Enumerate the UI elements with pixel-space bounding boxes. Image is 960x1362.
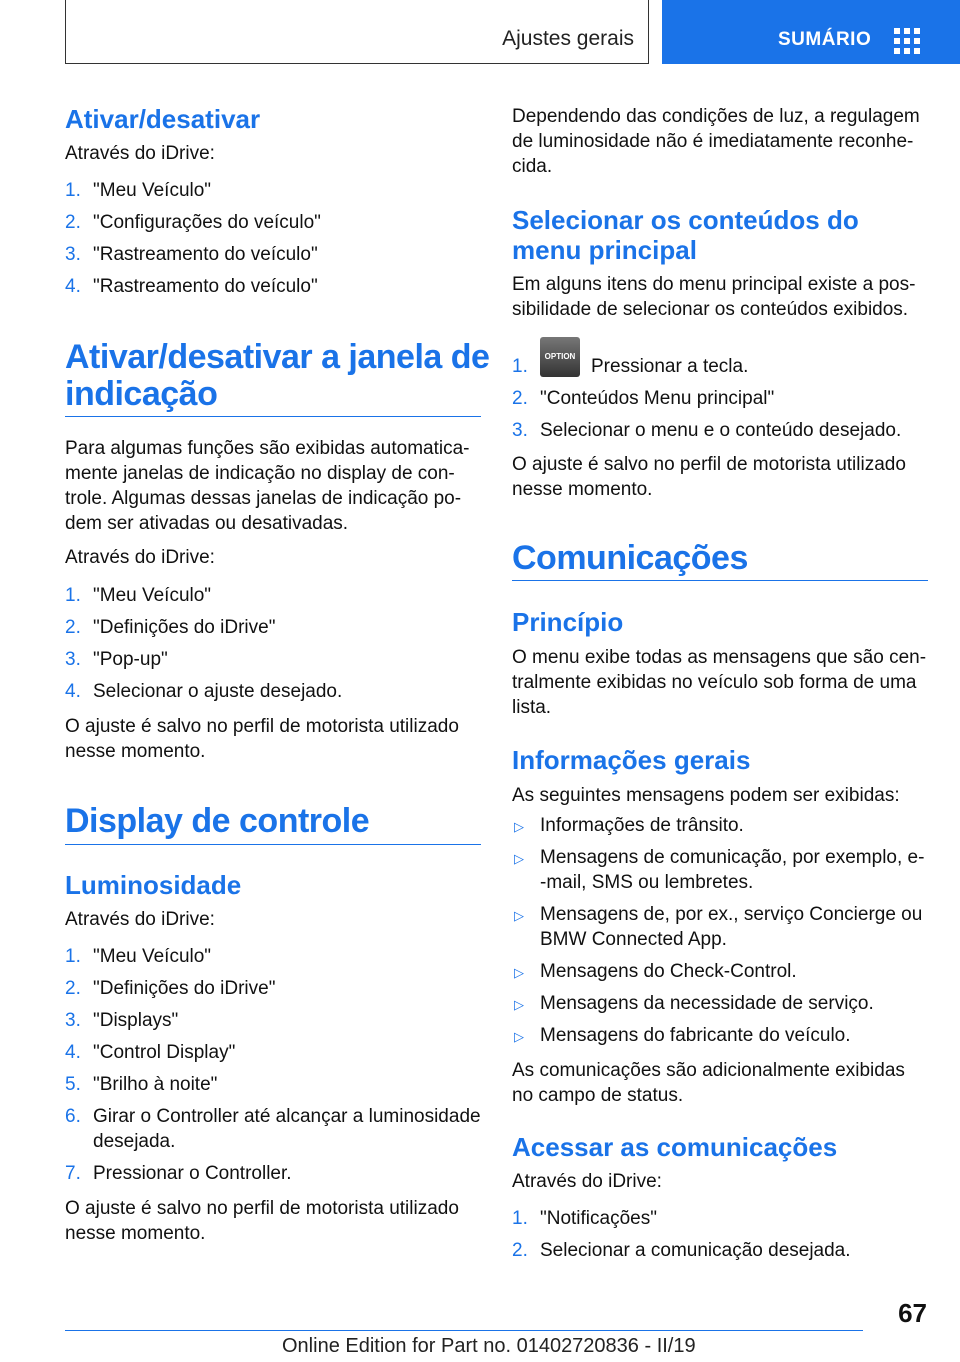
chapter-heading: Display de controle <box>65 802 370 840</box>
paragraph: cida. <box>512 156 553 177</box>
heading-rule <box>65 844 481 845</box>
bullet-triangle-icon: ▷ <box>514 965 524 980</box>
step-item: "Meu Veículo" <box>93 585 212 606</box>
note: nesse momento. <box>65 1223 206 1244</box>
step-item: Pressionar o Controller. <box>93 1163 292 1184</box>
bullet-item-cont: -mail, SMS ou lembretes. <box>540 872 754 893</box>
bullet-item: Mensagens do Check-Control. <box>540 961 797 982</box>
chapter-heading: Comunicações <box>512 539 748 577</box>
step-item: "Brilho à noite" <box>93 1074 218 1095</box>
chapter-heading: Ativar/desativar a janela de <box>65 338 490 376</box>
step-item: "Configurações do veículo" <box>93 212 321 233</box>
section-heading: Informações gerais <box>512 745 751 775</box>
note: nesse momento. <box>65 741 206 762</box>
step-item-cont: desejada. <box>93 1131 176 1152</box>
section-heading: Luminosidade <box>65 870 242 900</box>
bullet-triangle-icon: ▷ <box>514 851 524 866</box>
step-item: "Definições do iDrive" <box>93 978 276 999</box>
step-item: "Rastreamento do veículo" <box>93 276 318 297</box>
note: no campo de status. <box>512 1085 684 1106</box>
bullet-item: Mensagens de comunicação, por exemplo, e- <box>540 847 925 868</box>
step-number: 2. <box>65 978 81 999</box>
step-number: 3. <box>65 1010 81 1031</box>
step-number: 2. <box>65 212 81 233</box>
step-number: 2. <box>512 388 528 409</box>
bullet-triangle-icon: ▷ <box>514 1029 524 1044</box>
paragraph: sibilidade de selecionar os conteúdos exibidos. <box>512 299 909 320</box>
step-item: "Meu Veículo" <box>93 946 212 967</box>
bullet-triangle-icon: ▷ <box>514 997 524 1012</box>
step-item: "Definições do iDrive" <box>93 617 276 638</box>
step-number: 4. <box>65 276 81 297</box>
option-button-icon: OPTION <box>540 337 580 377</box>
note: O ajuste é salvo no perfil de motorista utilizado <box>65 1198 459 1219</box>
paragraph: Através do iDrive: <box>512 1171 662 1192</box>
step-number: 3. <box>65 649 81 670</box>
paragraph: Dependendo das condições de luz, a regulagem <box>512 106 920 127</box>
chapter-heading: indicação <box>65 375 218 413</box>
step-number: 2. <box>512 1240 528 1261</box>
note: O ajuste é salvo no perfil de motorista utilizado <box>512 454 906 475</box>
paragraph: O menu exibe todas as mensagens que são cen- <box>512 647 927 668</box>
step-item: "Meu Veículo" <box>93 180 212 201</box>
paragraph: lista. <box>512 697 552 718</box>
paragraph: de luminosidade não é imediatamente reconhe- <box>512 131 914 152</box>
heading-rule <box>512 580 928 581</box>
paragraph: Através do iDrive: <box>65 909 215 930</box>
footer-rule <box>65 1330 863 1331</box>
paragraph: mente janelas de indicação no display de con- <box>65 463 455 484</box>
step-number: 1. <box>65 946 81 967</box>
step-item: Selecionar o ajuste desejado. <box>93 681 343 702</box>
step-number: 4. <box>65 1042 81 1063</box>
step-number: 3. <box>512 420 528 441</box>
edition-footer: Online Edition for Part no. 01402720836 - II/19 <box>282 1335 696 1357</box>
paragraph: Através do iDrive: <box>65 547 215 568</box>
bullet-item: Mensagens da necessidade de serviço. <box>540 993 874 1014</box>
step-item: "Pop-up" <box>93 649 168 670</box>
bullet-triangle-icon: ▷ <box>514 819 524 834</box>
bullet-triangle-icon: ▷ <box>514 908 524 923</box>
step-number: 4. <box>65 681 81 702</box>
bullet-item: Mensagens de, por ex., serviço Concierge ou <box>540 904 923 925</box>
paragraph: As seguintes mensagens podem ser exibidas: <box>512 785 900 806</box>
step-item: "Notificações" <box>540 1208 657 1229</box>
step-item: "Conteúdos Menu principal" <box>540 388 775 409</box>
note: O ajuste é salvo no perfil de motorista utilizado <box>65 716 459 737</box>
step-item: "Displays" <box>93 1010 179 1031</box>
step-item: Selecionar a comunicação desejada. <box>540 1240 851 1261</box>
step-item: Pressionar a tecla. <box>591 356 749 377</box>
step-number: 1. <box>65 585 81 606</box>
step-number: 7. <box>65 1163 81 1184</box>
bullet-item-cont: BMW Connected App. <box>540 929 727 950</box>
paragraph: dem ser ativadas ou desativadas. <box>65 513 349 534</box>
chapter-title: Ajustes gerais <box>502 27 634 50</box>
bullet-item: Mensagens do fabricante do veículo. <box>540 1025 851 1046</box>
step-item: "Rastreamento do veículo" <box>93 244 318 265</box>
step-number: 6. <box>65 1106 81 1127</box>
step-number: 3. <box>65 244 81 265</box>
section-heading: Princípio <box>512 607 624 637</box>
step-item: Girar o Controller até alcançar a luminosidade <box>93 1106 481 1127</box>
paragraph: Para algumas funções são exibidas automatica- <box>65 438 470 459</box>
step-number: 2. <box>65 617 81 638</box>
step-number: 1. <box>512 1208 528 1229</box>
paragraph: trole. Algumas dessas janelas de indicação po- <box>65 488 462 509</box>
step-item: Selecionar o menu e o conteúdo desejado. <box>540 420 902 441</box>
step-number: 5. <box>65 1074 81 1095</box>
section-heading: Acessar as comunicações <box>512 1132 838 1162</box>
section-heading: Ativar/desativar <box>65 104 261 134</box>
step-item: "Control Display" <box>93 1042 236 1063</box>
step-number: 1. <box>65 180 81 201</box>
section-heading: Selecionar os conteúdos do <box>512 205 859 235</box>
heading-rule <box>65 416 481 417</box>
summary-button[interactable] <box>662 0 960 64</box>
header-bar <box>65 0 649 64</box>
note: As comunicações são adicionalmente exibidas <box>512 1060 905 1081</box>
note: nesse momento. <box>512 479 653 500</box>
paragraph: tralmente exibidas no veículo sob forma de uma <box>512 672 917 693</box>
summary-label: SUMÁRIO <box>778 29 872 50</box>
paragraph: Em alguns itens do menu principal existe a pos- <box>512 274 916 295</box>
bullet-item: Informações de trânsito. <box>540 815 744 836</box>
grid-icon <box>894 28 922 52</box>
section-heading: menu principal <box>512 235 697 265</box>
step-number: 1. <box>512 356 528 377</box>
paragraph: Através do iDrive: <box>65 143 215 164</box>
page-number: 67 <box>898 1298 927 1328</box>
